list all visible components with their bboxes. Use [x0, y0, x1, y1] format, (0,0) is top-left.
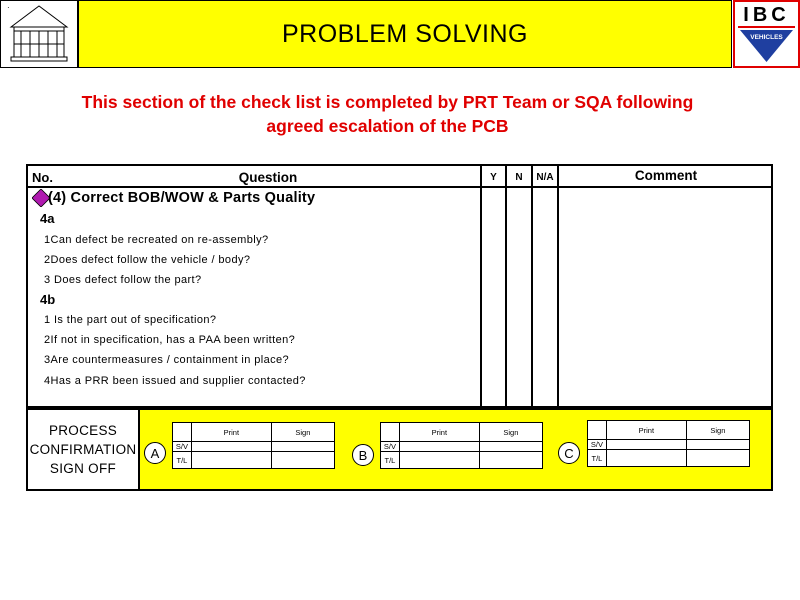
print-field-sv-b[interactable] [399, 442, 479, 452]
column-divider [505, 166, 507, 406]
group-label-4b: 4b [40, 292, 56, 307]
header-yes: Y [490, 171, 497, 183]
instruction-subtitle [20, 90, 755, 138]
process-confirmation-signoff [26, 408, 773, 491]
column-divider [531, 166, 533, 406]
question-4a-1: 1Can defect be recreated on re-assembly? [44, 234, 269, 246]
sign-field-sv-b[interactable] [479, 442, 542, 452]
subtitle-line-1: This section of the check list is completed by PRT Team or SQA following [81, 92, 694, 112]
signoff-label-line-2: CONFIRMATION [29, 442, 137, 457]
sign-field-tl-b[interactable] [479, 452, 542, 469]
section-title: (4) Correct BOB/WOW & Parts Quality [48, 190, 316, 206]
ibc-vehicles-logo [733, 0, 800, 68]
question-4b-3: 3Are countermeasures / containment in place? [44, 354, 290, 366]
print-field-sv-a[interactable] [191, 442, 271, 452]
row-label-tl-b: T/L [381, 452, 400, 469]
column-divider [557, 166, 559, 406]
print-header-a: Print [191, 423, 271, 442]
print-field-tl-c[interactable] [606, 450, 686, 467]
print-field-tl-b[interactable] [399, 452, 479, 469]
signoff-circle-c: C [558, 442, 580, 464]
house-icon [1, 1, 77, 67]
page-title: PROBLEM SOLVING [282, 19, 528, 48]
signoff-label-line-3: SIGN OFF [49, 461, 117, 476]
sign-field-tl-c[interactable] [686, 450, 749, 467]
header-divider [28, 186, 771, 188]
checklist-table [26, 164, 773, 408]
column-divider [480, 166, 482, 406]
signoff-circle-a: A [144, 442, 166, 464]
header-question: Question [238, 169, 298, 185]
header-comment: Comment [634, 167, 698, 183]
row-label-sv-c: S/V [588, 440, 607, 450]
brand-badge: VEHICLES [750, 34, 783, 41]
subtitle-line-2: agreed escalation of the PCB [266, 116, 509, 136]
company-logo-left [0, 0, 78, 68]
header-no-answer: N [515, 171, 523, 183]
signoff-table-a [172, 422, 335, 469]
print-field-tl-a[interactable] [191, 452, 271, 469]
print-field-sv-c[interactable] [606, 440, 686, 450]
sign-field-tl-a[interactable] [271, 452, 334, 469]
header-na: N/A [536, 171, 554, 183]
brand-letters: IBC [743, 4, 790, 26]
brand-triangle-icon [735, 2, 798, 66]
sign-field-sv-c[interactable] [686, 440, 749, 450]
row-label-tl-a: T/L [173, 452, 192, 469]
sign-header-c: Sign [686, 421, 749, 440]
svg-text:·: · [7, 3, 10, 12]
row-label-tl-c: T/L [588, 450, 607, 467]
signoff-table-b [380, 422, 543, 469]
question-4b-1: 1 Is the part out of specification? [44, 314, 217, 326]
signoff-label-line-1: PROCESS [48, 423, 118, 438]
question-4a-2: 2Does defect follow the vehicle / body? [44, 254, 251, 266]
question-4b-4: 4Has a PRR been issued and supplier contacted? [44, 375, 306, 387]
sign-header-a: Sign [271, 423, 334, 442]
signoff-circle-b: B [352, 444, 374, 466]
question-4a-3: 3 Does defect follow the part? [44, 274, 202, 286]
question-4b-2: 2If not in specification, has a PAA been written? [44, 334, 296, 346]
title-bar [78, 0, 732, 68]
header-no: No. [32, 169, 53, 185]
signoff-table-c [587, 420, 750, 467]
print-header-b: Print [399, 423, 479, 442]
row-label-sv-b: S/V [381, 442, 400, 452]
sign-field-sv-a[interactable] [271, 442, 334, 452]
row-label-sv-a: S/V [173, 442, 192, 452]
signoff-label [28, 410, 140, 489]
group-label-4a: 4a [40, 211, 55, 226]
print-header-c: Print [606, 421, 686, 440]
sign-header-b: Sign [479, 423, 542, 442]
